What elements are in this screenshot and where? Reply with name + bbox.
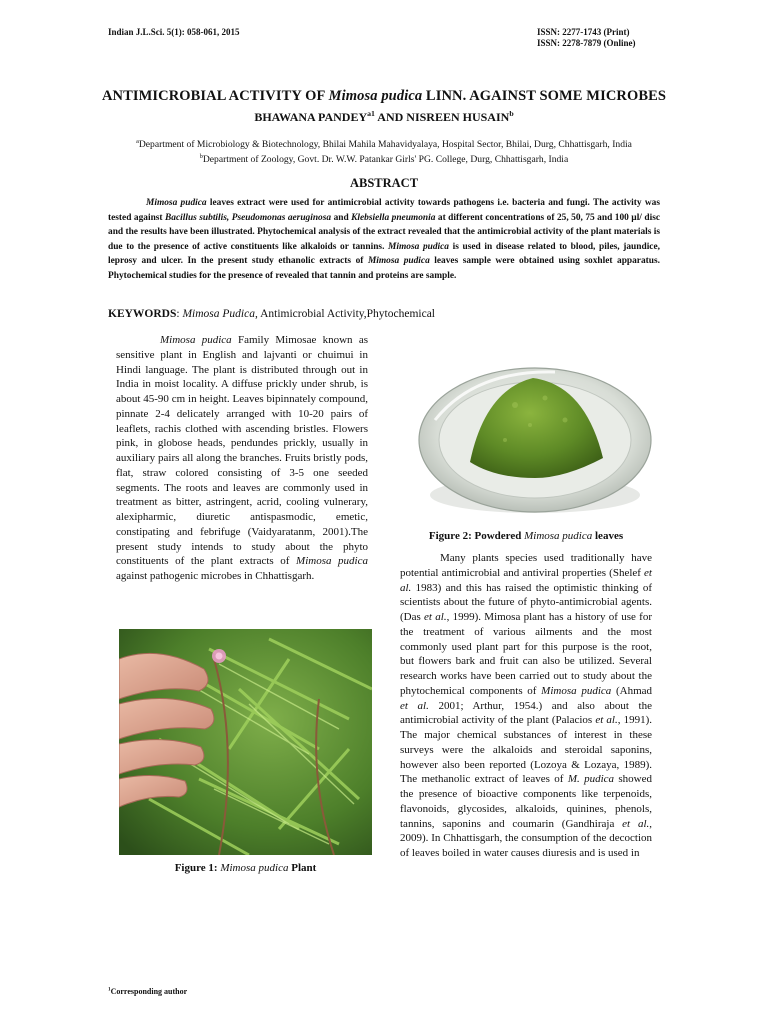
journal-citation: Indian J.L.Sci. 5(1): 058-061, 2015 [108,27,240,37]
figure1-caption: Figure 1: Mimosa pudica Plant [174,862,317,874]
affiliation-b: $^b$Department of Zoology, Govt. Dr. W.W. Patankar Girls' PG. College, Durg, Chhattisgarh, India [199,152,569,165]
affiliation-a: $^a$Department of Microbiology & Biotechnology, Bhilai Mahila Mahavidyalaya, Hospital Sector, Bhilai, Durg, Chhattisgarh, India [136,137,632,150]
abstract-heading: ABSTRACT [349,176,419,190]
paper-title: ANTIMICROBIAL ACTIVITY OF Mimosa pudica LINN. AGAINST SOME MICROBES [101,88,667,104]
intro-right-column: Many plants species used traditionally have potential antimicrobial and antiviral properties (Shelef et al. 1983) and this has raised the optimistic thinking of scientists about the future of phyto-antimicrobial agents. (Das et al., 1999). Mimosa plant has a history of use for the treatment of various ailments and the most commonly used plant part for this purpose is the root, but flowers bark and fruit can also be utilized. Several research works have been carried out to study about the phytochemical components of Mimosa pudica (Ahmad et al. 2001; Arthur, 1954.) and also about the antimicrobial activity of the plant (Palacios et al., 1991). The major chemical substances of interest in these surveys were the alkaloids and steroidal saponins, however also been reported (Lozoya & Lozaya, 1989). The methanolic extract of leaves of M. pudica showed the presence of bioactive components like terpenoids, flavonoids, glycosides, alkaloids, quinines, phenols, tannins, saponins and coumarin (Gandhiraja et al., 2009). In Chhattisgarh, the consumption of the decoction of leaves boiled in water causes diuresis and is used in [400,552,653,859]
authors: BHAWANA $PANDEY^{a1}$ AND NISREEN HUSAIN$^b$ [254,109,514,124]
figure1-plant-photo [119,629,372,855]
figure2-powder-photo [415,350,655,520]
abstract-text: Mimosa pudica leaves extract were used for antimicrobial activity towards pathogens i.e. bacteria and fungi. The activity was tested against Bacillus subtilis, Pseudomonas aeruginosa and Klebsiella pneumonia at different concentrations of 25, 50, 75 and 100 µl/ disc and the results have been illustrated. Phytochemical analysis of the extract revealed that the antimicrobial activity of the plant materials is due to the presence of active constituents like alkaloids or tannins. Mimosa pudica is used in disease related to blood, piles, jaundice, leprosy and ulcer. In the present study ethanolic extracts of Mimosa pudica leaves sample were obtained using soxhlet apparatus. Phytochemical studies for the presence of revealed that tannin and proteins are sample. [108,198,661,281]
figure2-caption: Figure 2: Powdered Mimosa pudica leaves [428,530,624,542]
intro-left-column: Mimosa pudica Family Mimosae known as sensitive plant in English and lajvanti or chuimui in Hindi language. The plant is distributed through out in India in moist locality. A diffuse prickly under shrub, is about 45-90 cm in height. Leaves bipinnately compound, pinnate 2-4 delicately arranged with 10-20 pairs of leaflets, rachis clothed with ascending bristles. Flowers pink, in globose heads, pendundes prickly, usually in auxiliary pairs all along the branches. Fruits bristly pods, flat, straw colored consisting of 3-5 one seeded segments. The roots and leaves are commonly used in treatment as bitter, astringent, acrid, cooling vulnerary, alexipharmic, diuretic antispasmodic, emetic, constipating and febrifuge (Vaidyaratanm, 2001).The present study intends to study about the phyto constituents of the plant extracts of Mimosa pudica against pathogenic microbes in Chhattisgarh. [116,334,368,582]
keywords: KEYWORDS: Mimosa Pudica, Antimicrobial Activity,Phytochemical [108,308,435,320]
footnote-corresponding-author: $^1$Corresponding author [108,986,188,996]
issn-online: ISSN: 2278-7879 (Online) [537,38,636,48]
issn-print: ISSN: 2277-1743 (Print) [537,27,630,37]
